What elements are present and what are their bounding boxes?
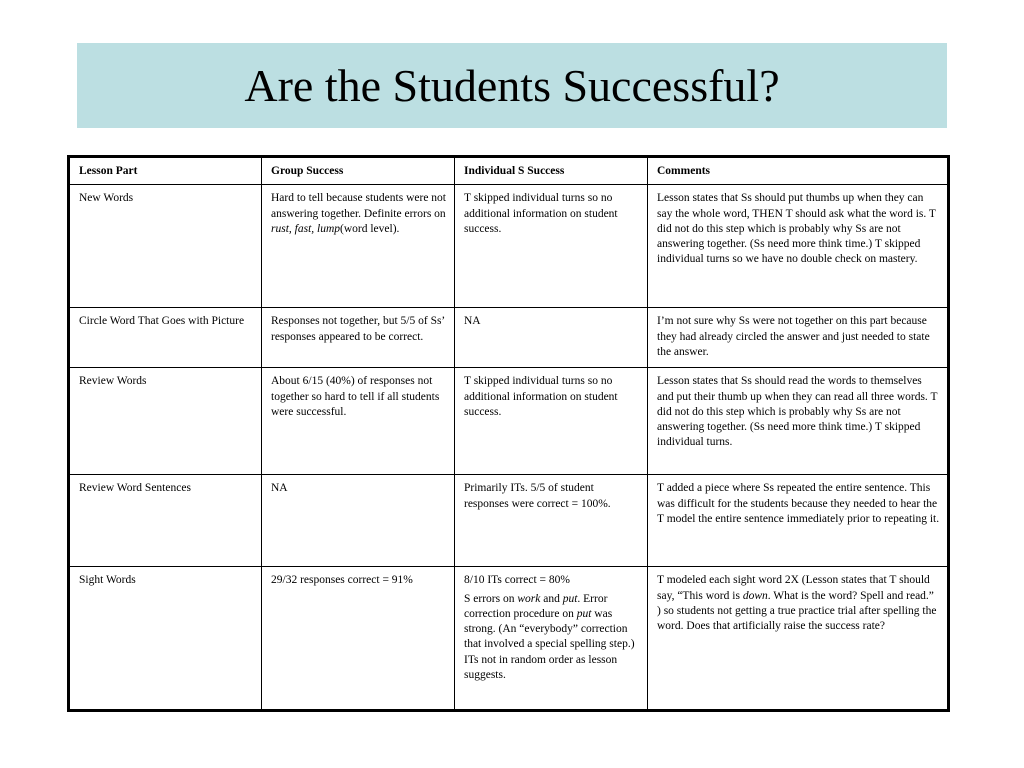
cell-individual-success: T skipped individual turns so no additional information on student success. <box>455 368 648 475</box>
text-run: Hard to tell because students were not answering together. Definite errors on <box>271 192 446 220</box>
text-run: . Error correction procedure on <box>464 592 608 620</box>
table-row <box>69 567 949 711</box>
cell-lesson-part: Review Words <box>69 368 262 475</box>
cell-individual-success <box>455 567 648 711</box>
cell-individual-success: NA <box>455 308 648 368</box>
slide-title: Are the Students Successful? <box>244 60 780 111</box>
cell-group-success: Responses not together, but 5/5 of Ss’ responses appeared to be correct. <box>262 308 455 368</box>
cell-lesson-part: Sight Words <box>69 567 262 711</box>
text-run: and <box>540 592 563 605</box>
header-comments: Comments <box>648 157 949 185</box>
cell-group-success: 29/32 responses correct = 91% <box>262 567 455 711</box>
results-table-container <box>67 155 947 712</box>
text-run: S errors on <box>464 592 518 605</box>
header-lesson-part: Lesson Part <box>69 157 262 185</box>
table-header-row <box>69 157 949 185</box>
italic-text-run: put <box>576 607 592 620</box>
text-run: (word level). <box>340 222 400 235</box>
table-row <box>69 368 949 475</box>
italic-text-run: rust, fast, lump <box>271 222 341 235</box>
italic-text-run: down <box>742 589 768 602</box>
table-row <box>69 475 949 567</box>
text-run: was strong. (An “everybody” correction that involved a special spelling step.) ITs not in random order as lesson suggests. <box>464 607 635 682</box>
cell-lesson-part: Review Word Sentences <box>69 475 262 567</box>
cell-comments <box>648 567 949 711</box>
header-group-success: Group Success <box>262 157 455 185</box>
table-row <box>69 308 949 368</box>
cell-individual-success: T skipped individual turns so no additional information on student success. <box>455 185 648 308</box>
text-line: 8/10 ITs correct = 80% <box>464 574 570 587</box>
text-run: T modeled each sight word 2X (Lesson states that T should say, “This word is <box>657 574 930 602</box>
results-table <box>67 155 950 712</box>
cell-lesson-part: Circle Word That Goes with Picture <box>69 308 262 368</box>
text-paragraph <box>464 592 640 684</box>
cell-comments: T added a piece where Ss repeated the entire sentence. This was difficult for the students because they needed to hear the T model the entire sentence immediately prior to repeating it. <box>648 475 949 567</box>
cell-group-success: About 6/15 (40%) of responses not together so hard to tell if all students were successful. <box>262 368 455 475</box>
text-run: . What is the word? Spell and read.” ) so students not getting a true practice trial after spelling the word. Does that artificially raise the success rate? <box>657 589 937 633</box>
italic-text-run: work <box>517 592 541 605</box>
cell-group-success: NA <box>262 475 455 567</box>
cell-comments: Lesson states that Ss should read the words to themselves and put their thumb up when they can read all three words. T did not do this step which is probably why Ss are not answering together. (Ss need more think time.) T skipped individual turns. <box>648 368 949 475</box>
cell-lesson-part: New Words <box>69 185 262 308</box>
cell-group-success <box>262 185 455 308</box>
italic-text-run: put <box>562 592 578 605</box>
cell-comments: Lesson states that Ss should put thumbs up when they can say the whole word, THEN T should ask what the word is. T did not do this step which is probably why Ss are not answering together. (Ss need more think time.) T skipped individual turns so we have no double check on mastery. <box>648 185 949 308</box>
table-row <box>69 185 949 308</box>
header-individual-success: Individual S Success <box>455 157 648 185</box>
title-band <box>77 43 947 128</box>
cell-comments: I’m not sure why Ss were not together on this part because they had already circled the answer and just needed to state the answer. <box>648 308 949 368</box>
cell-individual-success: Primarily ITs. 5/5 of student responses were correct = 100%. <box>455 475 648 567</box>
